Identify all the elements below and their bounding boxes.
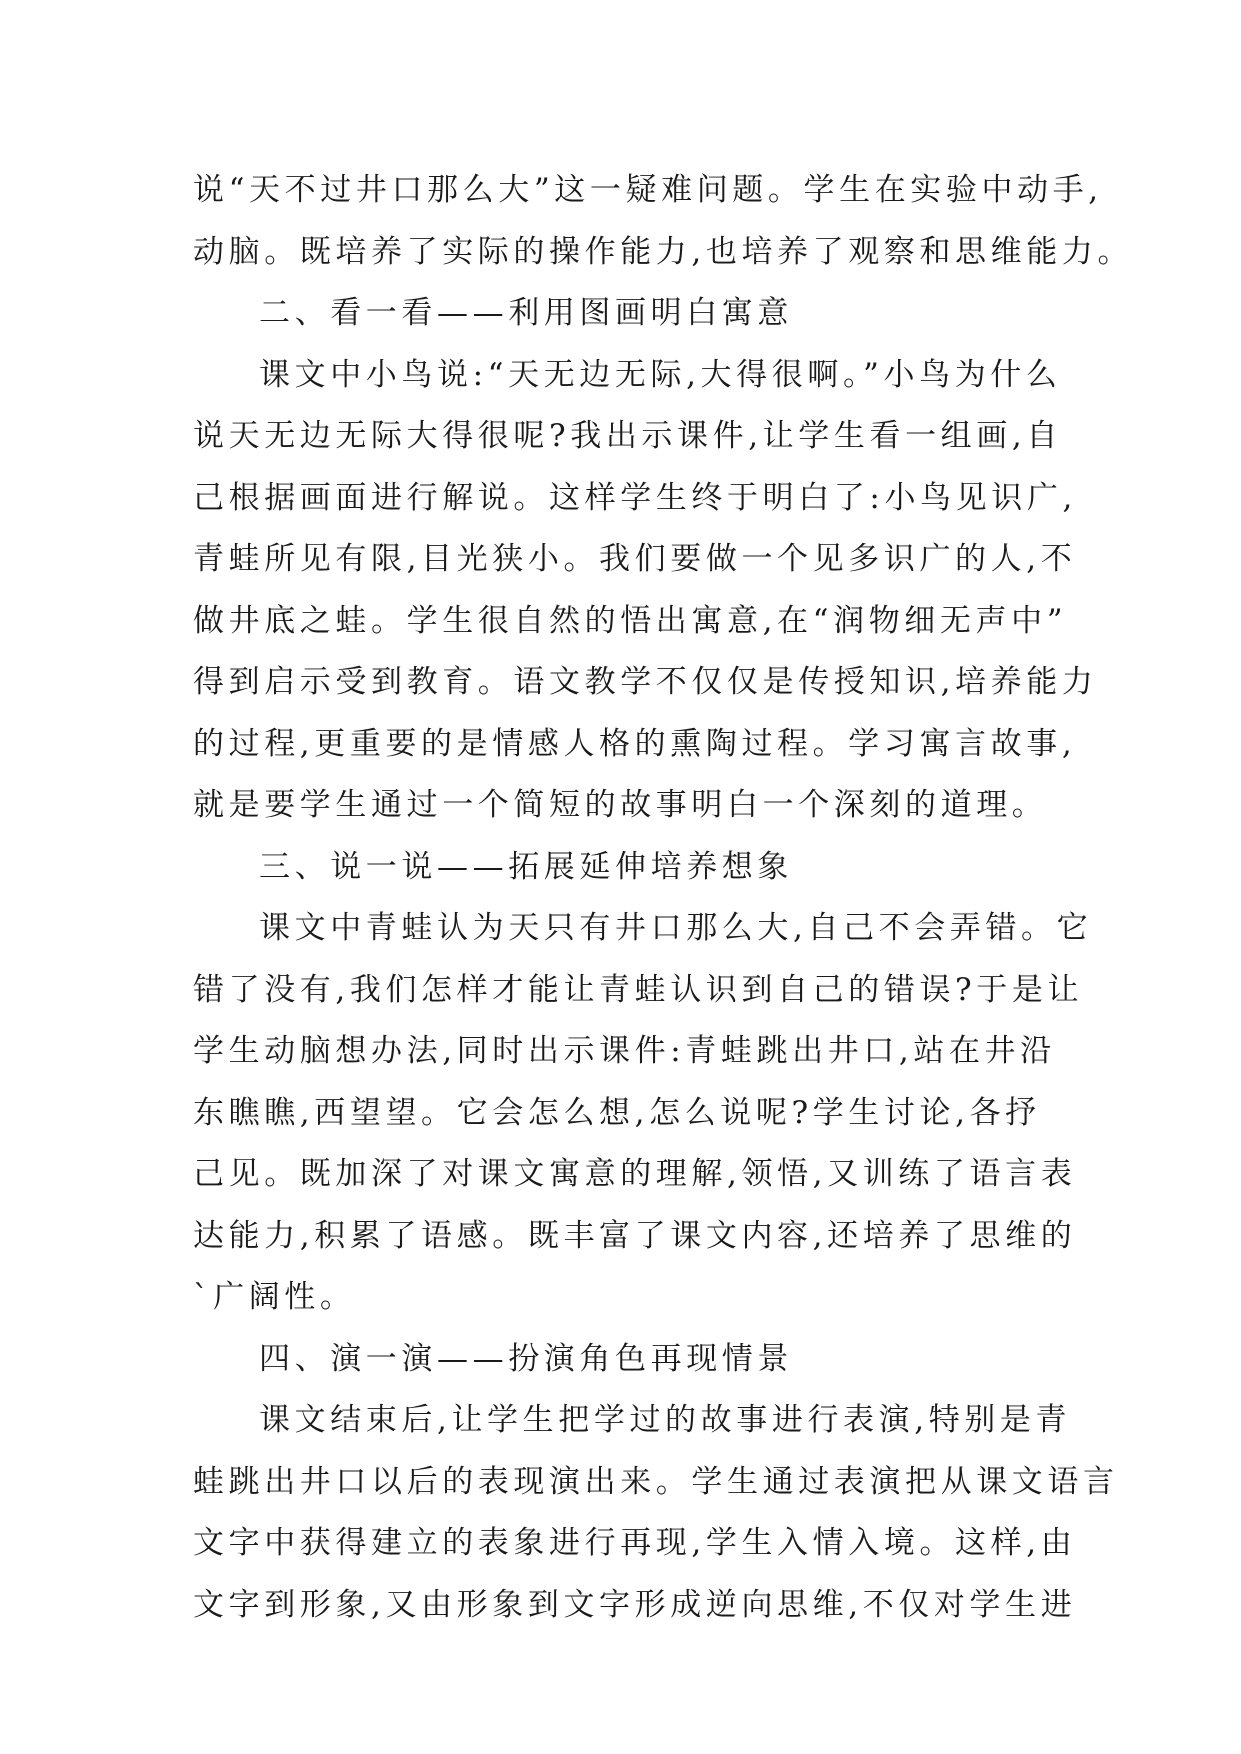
text-line: 文字中获得建立的表象进行再现,学生入情入境。这样,由 [193,1525,1077,1561]
text-line: 己见。既加深了对课文寓意的理解,领悟,又训练了语言表 [193,1156,1077,1192]
text-line: 己根据画面进行解说。这样学生终于明白了:小鸟见识广, [193,479,1077,516]
text-line: 青蛙所见有限,目光狭小。我们要做一个见多识广的人,不 [193,541,1077,577]
paragraph-start-line: 课文中青蛙认为天只有井口那么大,自己不会弄错。它 [259,910,1093,946]
text-line: 蛙跳出井口以后的表现演出来。学生通过表演把从课文语言 [193,1463,1119,1500]
text-line: 学生动脑想办法,同时出示课件:青蛙跳出井口,站在井沿 [193,1033,1056,1069]
text-line: 说天无边无际大得很呢?我出示课件,让学生看一组画,自 [193,418,1062,454]
paragraph-start-line: 课文中小鸟说:“天无边无际,大得很啊。”小鸟为什么 [259,356,1062,393]
text-line: `广阔性。 [193,1279,356,1315]
text-line: 文字到形象,又由形象到文字形成逆向思维,不仅对学生进 [193,1586,1077,1623]
section-heading: 三、说一说——拓展延伸培养想象 [259,848,793,885]
text-line: 动脑。既培养了实际的操作能力,也培养了观察和思维能力。 [193,233,1134,270]
text-line: 得到启示受到教育。语文教学不仅仅是传授知识,培养能力 [193,664,1098,700]
text-line: 东瞧瞧,西望望。它会怎么想,怎么说呢?学生讨论,各抒 [193,1094,1041,1131]
text-line: 就是要学生通过一个简短的故事明白一个深刻的道理。 [193,787,1048,823]
text-line: 做井底之蛙。学生很自然的悟出寓意,在“润物细无声中” [193,602,1068,639]
text-line: 达能力,积累了语感。既丰富了课文内容,还培养了思维的 [193,1217,1077,1254]
document-body [193,160,1134,1636]
section-heading: 四、演一演——扮演角色再现情景 [259,1340,793,1377]
section-heading: 二、看一看——利用图画明白寓意 [259,295,793,331]
paragraph-start-line: 课文结束后,让学生把学过的故事进行表演,特别是青 [259,1402,1072,1438]
text-line: 的过程,更重要的是情感人格的熏陶过程。学习寓言故事, [193,725,1077,762]
text-line: 错了没有,我们怎样才能让青蛙认识到自己的错误?于是让 [193,971,1084,1008]
text-line: 说“天不过井口那么大”这一疑难问题。学生在实验中动手, [193,172,1103,208]
